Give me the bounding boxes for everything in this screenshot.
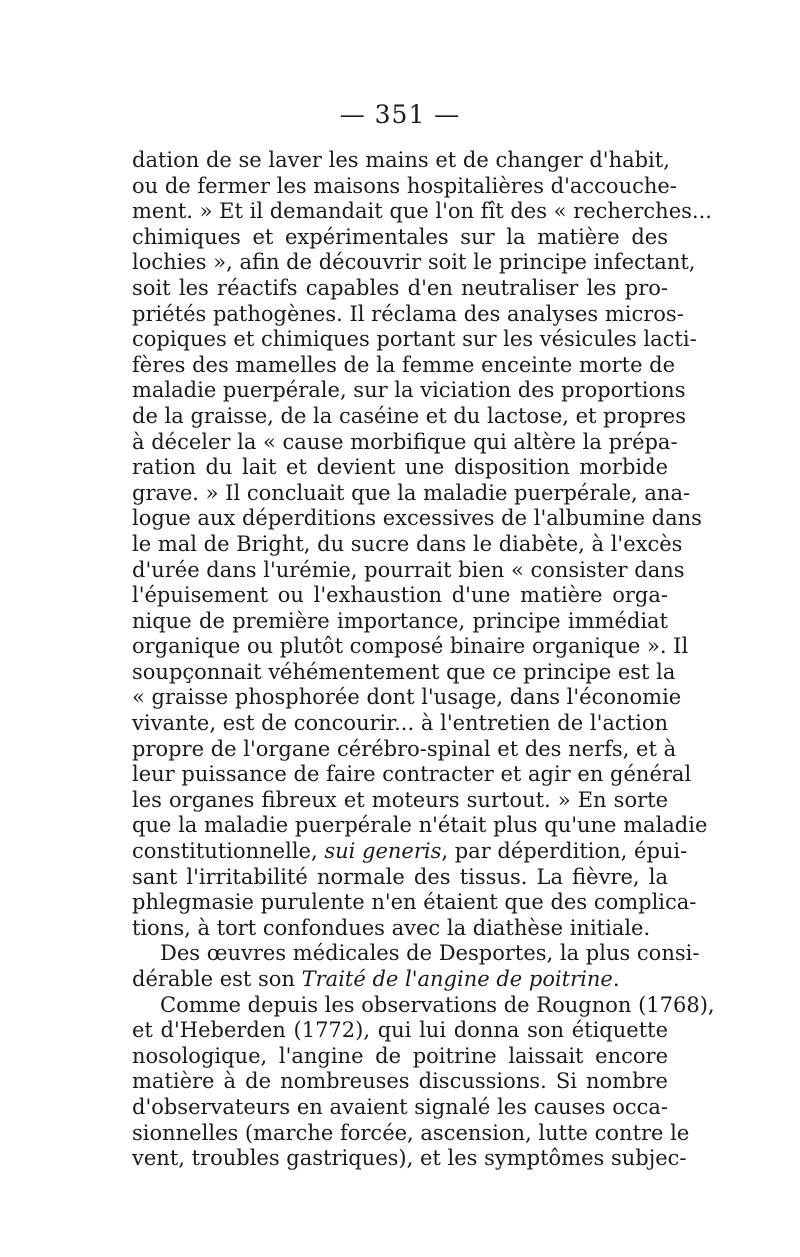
text-line: sant l'irritabilité normale des tissus. La fièvre, la	[132, 864, 668, 889]
text-line: vent, troubles gastriques), et les symptômes subjec-	[132, 1146, 687, 1171]
text-line: leur puissance de faire contracter et agir en général	[132, 762, 692, 787]
text-line: matière à de nombreuses discussions. Si nombre	[132, 1069, 668, 1094]
text-line: phlegmasie purulente n'en étaient que des complica-	[132, 890, 697, 915]
text-line: Des œuvres médicales de Desportes, la plus consi-	[160, 941, 700, 966]
text-line: ration du lait et devient une disposition morbide	[132, 455, 668, 480]
text-line: copiques et chimiques portant sur les vésicules lacti-	[132, 327, 697, 352]
text-line: fères des mamelles de la femme enceinte morte de	[132, 352, 676, 377]
italic-phrase: Traité de l'angine de poitrine	[301, 967, 613, 991]
text-line: dérable est son Traité de l'angine de poitrine.	[132, 967, 620, 991]
text-line: vivante, est de concourir... à l'entretien de l'action	[132, 711, 668, 736]
text-line: soit les réactifs capables d'en neutraliser les pro-	[132, 275, 668, 300]
text-line: sionnelles (marche forcée, ascension, lutte contre le	[132, 1120, 690, 1145]
text-line: l'épuisement ou l'exhaustion d'une matière orga-	[132, 583, 668, 608]
text-line: constitutionnelle, sui generis, par déperdition, épui-	[132, 839, 688, 864]
text-line: priétés pathogènes. Il réclama des analyses micros-	[132, 301, 684, 326]
italic-phrase: sui generis	[324, 839, 442, 864]
text-line: grave. » Il concluait que la maladie puerpérale, ana-	[132, 480, 691, 505]
text-line: tions, à tort confondues avec la diathèse initiale.	[132, 915, 651, 940]
text-line: « graisse phosphorée dont l'usage, dans l'économie	[132, 685, 682, 710]
text-line: dation de se laver les mains et de changer d'habit,	[132, 148, 670, 172]
text-line: les organes fibreux et moteurs surtout. » En sorte	[132, 787, 668, 812]
text-line: que la maladie puerpérale n'était plus qu'une maladie	[132, 813, 708, 838]
text-line: Comme depuis les observations de Rougnon (1768),	[160, 992, 715, 1017]
text-line: maladie puerpérale, sur la viciation des proportions	[132, 378, 686, 403]
text-line: à déceler la « cause morbifique qui altère la prépa-	[132, 429, 678, 454]
text-line: propre de l'organe cérébro-spinal et des nerfs, et à	[132, 736, 677, 761]
text-line: le mal de Bright, du sucre dans le diabète, à l'excès	[132, 531, 683, 556]
text-line: soupçonnait véhémentement que ce principe est la	[132, 659, 676, 684]
page-number: — 351 —	[339, 100, 461, 129]
body-text	[132, 148, 715, 1172]
text-line: chimiques et expérimentales sur la matière des	[132, 224, 668, 249]
text-line: d'urée dans l'urémie, pourrait bien « consister dans	[132, 557, 685, 582]
text-line: de la graisse, de la caséine et du lactose, et propres	[132, 403, 686, 428]
text-line: et d'Heberden (1772), qui lui donna son étiquette	[132, 1018, 668, 1043]
text-line: ment. » Et il demandait que l'on fît des « recherches...	[132, 199, 712, 224]
text-line: logue aux déperditions excessives de l'albumine dans	[132, 506, 702, 531]
text-line: lochies », afin de découvrir soit le principe infectant,	[132, 250, 696, 275]
text-line: d'observateurs en avaient signalé les causes occa-	[132, 1094, 668, 1119]
text-line: ou de fermer les maisons hospitalières d'accouche-	[132, 173, 677, 198]
text-line: organique ou plutôt composé binaire organique ». Il	[132, 634, 689, 659]
text-line: nique de première importance, principe immédiat	[132, 608, 668, 633]
text-line: nosologique, l'angine de poitrine laissait encore	[132, 1043, 668, 1068]
